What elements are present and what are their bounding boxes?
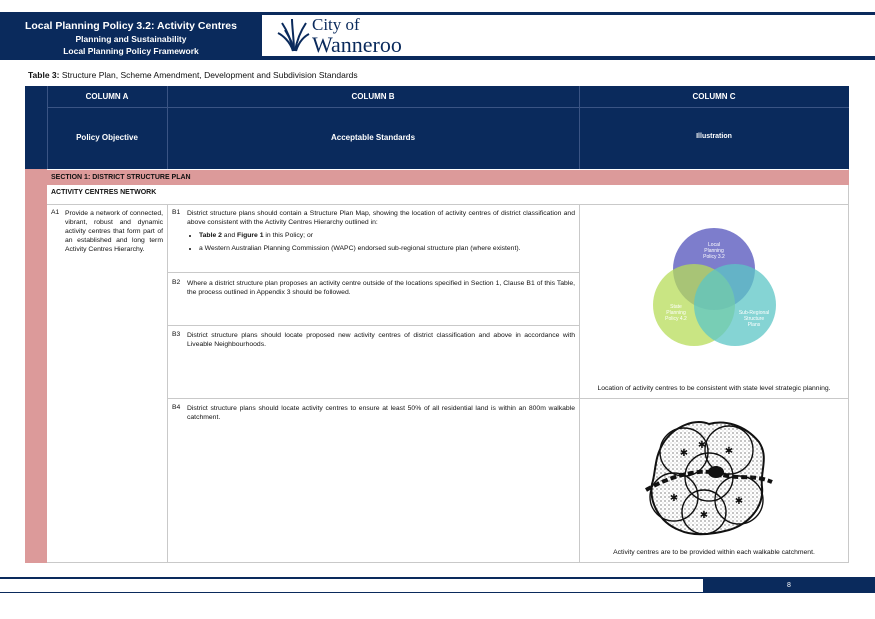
standard-number: B3 [172,331,181,338]
venn-circle-subregional [694,264,776,346]
city-logo [276,17,456,57]
bullet-text: and [221,232,238,239]
header-divider [47,107,849,108]
policy-framework: Local Planning Policy Framework [63,46,199,56]
venn-label-local: Local Planning Policy 3.2 [703,242,725,260]
illustration-heading: Illustration [696,133,732,140]
standard-b1-text: District structure plans should contain a Structure Plan Map, showing the location of activity centres of district classification and above consistent with the Activity Centres Hierarchy outlined in: [187,210,575,226]
walkable-catchment-illustration [644,412,774,542]
standard-b2-text: Where a district structure plan proposes an activity centre outside of the locations specified in Section 1, Clause B1 of this Table, the process outlined in Appendix 3 should be followed. [187,280,575,296]
column-divider [167,204,168,563]
svg-text:✱: ✱ [697,440,707,451]
row-divider [167,272,579,273]
subsection-heading: ACTIVITY CENTRES NETWORK [51,189,157,196]
table-caption [28,70,358,80]
column-c-label: COLUMN C [692,92,736,101]
svg-text:✱: ✱ [734,496,744,507]
illustration-caption-2: Activity centres are to be provided within each walkable catchment. [613,549,815,556]
table-caption-text: Structure Plan, Scheme Amendment, Development and Subdivision Standards [59,70,358,80]
objective-number: A1 [51,209,60,216]
column-divider [579,204,580,563]
policy-title: Local Planning Policy 3.2: Activity Centres [24,20,237,32]
logo-city-of: City of [312,15,360,34]
illustration-caption-1: Location of activity centres to be consistent with state level strategic planning. [597,385,831,392]
svg-text:✱: ✱ [699,510,709,521]
standard-b1-bullet [199,231,575,240]
footer-rule-thin [0,592,703,593]
standard-b1-list [187,231,575,253]
table-caption-label: Table 3: [28,70,60,80]
acceptable-standards-heading: Acceptable Standards [330,133,416,142]
standard-number: B2 [172,279,181,286]
table-2-reference: Table 2 [199,232,222,239]
column-b-label: COLUMN B [351,92,395,101]
policy-subtitle: Planning and Sustainability [75,34,187,44]
standard-b3-text: District structure plans should locate proposed new activity centres of district classification and above in accordance with Liveable Neighbourhoods. [187,332,575,348]
grass-tree-icon [276,17,310,53]
svg-text:✱: ✱ [669,493,679,504]
venn-label-subregional: Sub-Regional Structure Plans [738,310,770,328]
venn-label-state: State Planning Policy 4.2 [665,304,687,322]
page-number: 8 [703,579,875,593]
objective-text: Provide a network of connected, vibrant, robust and dynamic activity centres that form part of an established and long term Activity Centres Hierarchy. [65,210,163,253]
standard-b4-text: District structure plans should locate activity centres to ensure at least 50% of all residential land is within an 800m walkable catchment. [187,405,575,421]
section-heading: SECTION 1: DISTRICT STRUCTURE PLAN [47,170,849,185]
column-a-label: COLUMN A [85,92,129,101]
row-divider [167,325,579,326]
bullet-text: in this Policy; or [263,232,313,239]
standard-b1 [187,209,575,257]
standard-number: B4 [172,404,181,411]
row-divider [167,398,849,399]
logo-wanneroo: Wanneroo [312,32,402,57]
venn-diagram [640,222,790,348]
svg-text:✱: ✱ [724,446,734,457]
standard-number: B1 [172,209,181,216]
svg-text:✱: ✱ [679,448,689,459]
header-banner [0,15,262,60]
standard-b1-bullet: • a Western Australian Planning Commission (WAPC) endorsed sub-regional structure plan (where existent). [199,244,575,253]
figure-1-reference: Figure 1 [237,232,264,239]
policy-objective-heading: Policy Objective [76,133,138,142]
